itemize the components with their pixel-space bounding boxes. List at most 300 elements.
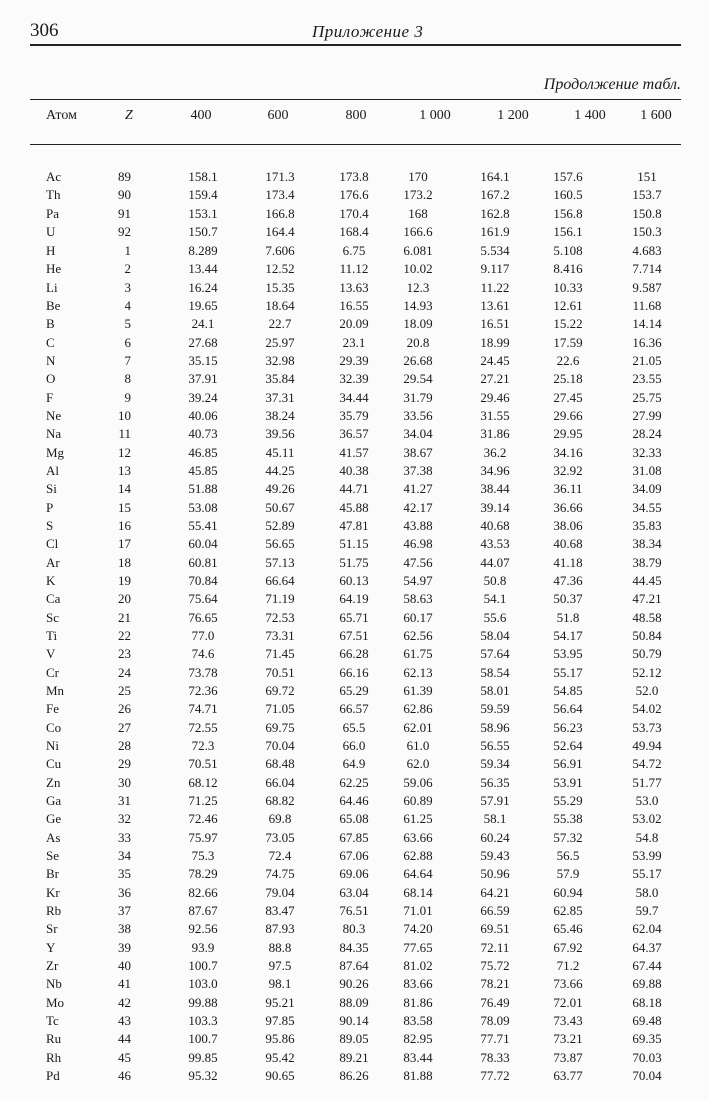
atomic-number: 45: [118, 1049, 131, 1065]
value-cell: 20.09: [339, 316, 369, 332]
atomic-number: 30: [118, 774, 131, 790]
atomic-number: 37: [118, 902, 131, 918]
value-cell: 63.66: [403, 829, 433, 845]
value-cell: 13.61: [480, 298, 510, 313]
table-row: [0, 353, 709, 371]
table-row: [0, 738, 709, 756]
atomic-number: 23: [118, 646, 131, 662]
value-cell: 8.416: [553, 261, 583, 277]
atomic-number: 20: [118, 591, 131, 607]
value-cell: 54.1: [483, 591, 507, 607]
table-continuation-note: Продолжение табл.: [543, 76, 681, 93]
table-row: [0, 518, 709, 536]
value-cell: 38.24: [265, 408, 295, 423]
value-cell: 64.9: [342, 756, 366, 772]
table-row: [0, 1013, 709, 1031]
value-cell: 50.37: [553, 591, 583, 607]
value-cell: 166.6: [403, 224, 433, 239]
value-cell: 81.86: [403, 994, 433, 1010]
value-cell: 83.44: [403, 1049, 433, 1065]
atom-symbol: Sc: [46, 609, 59, 625]
value-cell: 60.81: [188, 554, 218, 570]
value-cell: 166.8: [265, 205, 295, 221]
value-cell: 28.24: [632, 426, 662, 442]
value-cell: 59.7: [635, 902, 659, 918]
value-cell: 58.04: [480, 627, 510, 643]
value-cell: 65.5: [342, 719, 366, 735]
table-row: [0, 976, 709, 994]
table-row: [0, 921, 709, 939]
value-cell: 29.39: [339, 353, 369, 368]
value-cell: 34.44: [339, 389, 369, 405]
value-cell: 153.1: [188, 205, 218, 221]
value-cell: 60.94: [553, 884, 583, 900]
value-cell: 87.64: [339, 957, 369, 973]
value-cell: 76.65: [188, 609, 218, 625]
table-row: [0, 463, 709, 481]
value-cell: 64.37: [632, 939, 662, 955]
value-cell: 57.32: [553, 829, 583, 845]
atomic-number: 33: [118, 829, 131, 845]
value-cell: 77.72: [480, 1067, 510, 1083]
value-cell: 97.5: [268, 957, 292, 973]
atom-symbol: Y: [46, 939, 56, 955]
value-cell: 51.75: [339, 554, 369, 570]
value-cell: 44.45: [632, 572, 662, 588]
value-cell: 16.55: [339, 298, 369, 313]
table-row: [0, 500, 709, 518]
value-cell: 170.4: [339, 205, 369, 221]
table-row: [0, 224, 709, 242]
atomic-number: 32: [118, 811, 131, 827]
table-row: [0, 995, 709, 1013]
atom-symbol: H: [46, 243, 56, 258]
value-cell: 56.23: [553, 719, 583, 735]
value-cell: 11.68: [632, 298, 662, 313]
column-header-400: 400: [190, 108, 212, 123]
value-cell: 42.17: [403, 499, 433, 515]
value-cell: 43.53: [480, 536, 510, 552]
value-cell: 150.3: [632, 224, 662, 239]
value-cell: 39.56: [265, 426, 295, 442]
value-cell: 25.75: [632, 389, 662, 405]
atom-symbol: Ar: [46, 554, 60, 570]
value-cell: 78.21: [480, 976, 510, 992]
atom-symbol: Ne: [46, 408, 62, 423]
value-cell: 57.91: [480, 792, 510, 808]
table-row: [0, 408, 709, 426]
table-row: [0, 280, 709, 298]
value-cell: 69.88: [632, 976, 662, 992]
value-cell: 176.6: [339, 187, 369, 203]
table-row: [0, 426, 709, 444]
value-cell: 33.56: [403, 408, 433, 423]
column-header-atom: Атом: [46, 108, 77, 123]
value-cell: 27.99: [632, 408, 662, 423]
atomic-number: 18: [118, 554, 131, 570]
value-cell: 88.09: [339, 994, 369, 1010]
column-header-1000: 1 000: [419, 108, 451, 123]
value-cell: 40.73: [188, 426, 218, 442]
value-cell: 74.6: [191, 646, 215, 662]
value-cell: 98.1: [268, 976, 292, 992]
atom-symbol: Ac: [46, 169, 62, 184]
atomic-number: 6: [124, 334, 131, 350]
atom-symbol: Ti: [46, 627, 58, 643]
value-cell: 97.85: [265, 1012, 295, 1028]
value-cell: 53.99: [632, 847, 662, 863]
value-cell: 71.2: [556, 957, 580, 973]
value-cell: 68.12: [188, 774, 218, 790]
value-cell: 58.0: [635, 884, 659, 900]
atomic-number: 3: [124, 279, 131, 295]
value-cell: 156.1: [553, 224, 583, 239]
value-cell: 70.51: [188, 756, 218, 772]
value-cell: 38.67: [403, 444, 433, 460]
value-cell: 65.71: [339, 609, 369, 625]
value-cell: 41.57: [339, 444, 369, 460]
value-cell: 6.75: [342, 243, 366, 258]
atomic-number: 35: [118, 866, 131, 882]
atomic-number: 25: [118, 682, 131, 698]
value-cell: 70.03: [632, 1049, 662, 1065]
value-cell: 103.3: [188, 1012, 218, 1028]
atom-symbol: Ge: [46, 811, 62, 827]
value-cell: 92.56: [188, 921, 218, 937]
atom-symbol: Sr: [46, 921, 58, 937]
table-row: [0, 243, 709, 261]
atom-symbol: Mg: [46, 444, 65, 460]
value-cell: 73.31: [265, 627, 295, 643]
value-cell: 43.88: [403, 518, 433, 533]
value-cell: 75.72: [480, 957, 510, 973]
atomic-number: 8: [124, 371, 131, 387]
value-cell: 64.19: [339, 591, 369, 607]
value-cell: 68.48: [265, 756, 295, 772]
value-cell: 167.2: [480, 187, 510, 203]
value-cell: 39.24: [188, 389, 218, 405]
value-cell: 45.85: [188, 463, 218, 478]
page-number: 306: [30, 20, 59, 41]
value-cell: 11.22: [480, 279, 510, 295]
value-cell: 64.64: [403, 866, 433, 882]
value-cell: 63.77: [553, 1067, 583, 1083]
value-cell: 74.75: [265, 866, 295, 882]
atomic-number: 19: [118, 572, 131, 588]
table-header-rule: [30, 99, 681, 100]
value-cell: 58.1: [483, 811, 507, 827]
value-cell: 50.84: [632, 627, 662, 643]
atom-symbol: O: [46, 371, 56, 387]
value-cell: 164.1: [480, 169, 510, 184]
value-cell: 160.5: [553, 187, 583, 203]
table-row: [0, 903, 709, 921]
value-cell: 36.57: [339, 426, 369, 442]
atom-symbol: P: [46, 499, 54, 515]
column-header-z: Z: [125, 108, 133, 123]
atom-symbol: Rh: [46, 1049, 62, 1065]
value-cell: 31.55: [480, 408, 510, 423]
table-row: [0, 390, 709, 408]
value-cell: 89.21: [339, 1049, 369, 1065]
value-cell: 39.14: [480, 499, 510, 515]
value-cell: 164.4: [265, 224, 295, 239]
value-cell: 78.29: [188, 866, 218, 882]
column-header-1200: 1 200: [497, 108, 529, 123]
atom-symbol: Zr: [46, 957, 59, 973]
value-cell: 35.84: [265, 371, 295, 387]
value-cell: 6.081: [403, 243, 433, 258]
value-cell: 62.04: [632, 921, 662, 937]
atomic-number: 2: [124, 261, 131, 277]
atomic-number: 91: [118, 205, 131, 221]
value-cell: 61.39: [403, 682, 433, 698]
value-cell: 68.82: [265, 792, 295, 808]
value-cell: 73.78: [188, 664, 218, 680]
value-cell: 72.46: [188, 811, 218, 827]
value-cell: 56.65: [265, 536, 295, 552]
value-cell: 58.63: [403, 591, 433, 607]
atomic-number: 43: [118, 1012, 131, 1028]
value-cell: 34.55: [632, 499, 662, 515]
value-cell: 72.4: [268, 847, 292, 863]
value-cell: 24.1: [191, 316, 215, 332]
atom-symbol: Br: [46, 866, 59, 882]
value-cell: 31.79: [403, 389, 433, 405]
atom-symbol: U: [46, 224, 56, 239]
value-cell: 65.08: [339, 811, 369, 827]
value-cell: 35.83: [632, 518, 662, 533]
table-row: [0, 885, 709, 903]
value-cell: 16.36: [632, 334, 662, 350]
value-cell: 56.91: [553, 756, 583, 772]
value-cell: 45.11: [265, 444, 295, 460]
value-cell: 88.8: [268, 939, 292, 955]
value-cell: 48.58: [632, 609, 662, 625]
table-row: [0, 940, 709, 958]
value-cell: 75.3: [191, 847, 215, 863]
atomic-number: 11: [118, 426, 131, 442]
value-cell: 19.65: [188, 298, 218, 313]
value-cell: 171.3: [265, 169, 295, 184]
value-cell: 34.16: [553, 444, 583, 460]
value-cell: 31.08: [632, 463, 662, 478]
atom-symbol: Cr: [46, 664, 59, 680]
value-cell: 77.0: [191, 627, 215, 643]
value-cell: 66.28: [339, 646, 369, 662]
value-cell: 37.91: [188, 371, 218, 387]
value-cell: 12.61: [553, 298, 583, 313]
atomic-number: 4: [124, 298, 131, 313]
table-row: [0, 316, 709, 334]
value-cell: 59.06: [403, 774, 433, 790]
atom-symbol: S: [46, 518, 54, 533]
atom-symbol: Ga: [46, 792, 62, 808]
value-cell: 70.04: [265, 737, 295, 753]
value-cell: 47.36: [553, 572, 583, 588]
value-cell: 16.24: [188, 279, 218, 295]
value-cell: 80.3: [342, 921, 366, 937]
table-row: [0, 371, 709, 389]
value-cell: 24.45: [480, 353, 510, 368]
value-cell: 25.18: [553, 371, 583, 387]
value-cell: 78.33: [480, 1049, 510, 1065]
value-cell: 99.88: [188, 994, 218, 1010]
value-cell: 61.75: [403, 646, 433, 662]
value-cell: 62.13: [403, 664, 433, 680]
value-cell: 161.9: [480, 224, 510, 239]
value-cell: 50.96: [480, 866, 510, 882]
value-cell: 73.43: [553, 1012, 583, 1028]
atomic-number: 13: [118, 463, 131, 478]
value-cell: 14.14: [632, 316, 662, 332]
value-cell: 71.45: [265, 646, 295, 662]
table-row: [0, 701, 709, 719]
atomic-number: 24: [118, 664, 131, 680]
atomic-number: 14: [118, 481, 131, 497]
atom-symbol: Mn: [46, 682, 65, 698]
value-cell: 54.02: [632, 701, 662, 717]
atom-symbol: Cu: [46, 756, 62, 772]
value-cell: 56.64: [553, 701, 583, 717]
value-cell: 32.98: [265, 353, 295, 368]
value-cell: 59.43: [480, 847, 510, 863]
table-row: [0, 445, 709, 463]
value-cell: 173.8: [339, 169, 369, 184]
value-cell: 10.02: [403, 261, 433, 277]
value-cell: 100.7: [188, 1031, 218, 1047]
atomic-number: 42: [118, 994, 131, 1010]
value-cell: 10.33: [553, 279, 583, 295]
value-cell: 34.04: [403, 426, 433, 442]
value-cell: 60.17: [403, 609, 433, 625]
value-cell: 13.63: [339, 279, 369, 295]
value-cell: 34.09: [632, 481, 662, 497]
atom-symbol: V: [46, 646, 56, 662]
value-cell: 14.93: [403, 298, 433, 313]
value-cell: 87.93: [265, 921, 295, 937]
value-cell: 93.9: [191, 939, 215, 955]
value-cell: 27.21: [480, 371, 510, 387]
value-cell: 157.6: [553, 169, 583, 184]
value-cell: 38.79: [632, 554, 662, 570]
value-cell: 37.31: [265, 389, 295, 405]
value-cell: 20.8: [406, 334, 430, 350]
table-row: [0, 848, 709, 866]
column-header-600: 600: [267, 108, 289, 123]
value-cell: 81.88: [403, 1067, 433, 1083]
value-cell: 65.46: [553, 921, 583, 937]
atom-symbol: Ni: [46, 737, 59, 753]
atom-symbol: F: [46, 389, 54, 405]
value-cell: 87.67: [188, 902, 218, 918]
value-cell: 8.289: [188, 243, 218, 258]
value-cell: 78.09: [480, 1012, 510, 1028]
value-cell: 18.64: [265, 298, 295, 313]
value-cell: 55.6: [483, 609, 507, 625]
atom-symbol: K: [46, 572, 56, 588]
value-cell: 26.68: [403, 353, 433, 368]
value-cell: 68.14: [403, 884, 433, 900]
top-rule: [30, 44, 681, 46]
value-cell: 50.79: [632, 646, 662, 662]
atom-symbol: Kr: [46, 884, 60, 900]
value-cell: 70.04: [632, 1067, 662, 1083]
atomic-number: 10: [118, 408, 131, 423]
value-cell: 57.64: [480, 646, 510, 662]
value-cell: 62.0: [406, 756, 430, 772]
value-cell: 44.25: [265, 463, 295, 478]
value-cell: 150.8: [632, 205, 662, 221]
value-cell: 69.48: [632, 1012, 662, 1028]
value-cell: 67.92: [553, 939, 583, 955]
table-row: [0, 793, 709, 811]
value-cell: 53.0: [635, 792, 659, 808]
value-cell: 38.06: [553, 518, 583, 533]
value-cell: 73.21: [553, 1031, 583, 1047]
atomic-number: 9: [124, 389, 131, 405]
value-cell: 99.85: [188, 1049, 218, 1065]
atom-symbol: Cl: [46, 536, 59, 552]
table-row: [0, 628, 709, 646]
value-cell: 69.35: [632, 1031, 662, 1047]
atomic-number: 36: [118, 884, 131, 900]
value-cell: 173.4: [265, 187, 295, 203]
value-cell: 50.67: [265, 499, 295, 515]
value-cell: 76.49: [480, 994, 510, 1010]
value-cell: 50.8: [483, 572, 507, 588]
value-cell: 51.77: [632, 774, 662, 790]
value-cell: 46.98: [403, 536, 433, 552]
value-cell: 31.86: [480, 426, 510, 442]
value-cell: 77.71: [480, 1031, 510, 1047]
value-cell: 52.89: [265, 518, 295, 533]
table-row: [0, 811, 709, 829]
value-cell: 74.71: [188, 701, 218, 717]
value-cell: 86.26: [339, 1067, 369, 1083]
value-cell: 11.12: [339, 261, 369, 277]
value-cell: 36.2: [483, 444, 507, 460]
value-cell: 75.97: [188, 829, 218, 845]
value-cell: 59.34: [480, 756, 510, 772]
table-row: [0, 720, 709, 738]
value-cell: 44.71: [339, 481, 369, 497]
value-cell: 103.0: [188, 976, 218, 992]
value-cell: 90.65: [265, 1067, 295, 1083]
value-cell: 49.26: [265, 481, 295, 497]
value-cell: 22.6: [556, 353, 580, 368]
table-row: [0, 536, 709, 554]
value-cell: 67.85: [339, 829, 369, 845]
value-cell: 72.55: [188, 719, 218, 735]
value-cell: 60.04: [188, 536, 218, 552]
value-cell: 55.17: [553, 664, 583, 680]
value-cell: 77.65: [403, 939, 433, 955]
atomic-number: 15: [118, 499, 131, 515]
value-cell: 53.08: [188, 499, 218, 515]
value-cell: 59.59: [480, 701, 510, 717]
atom-symbol: C: [46, 334, 55, 350]
value-cell: 72.53: [265, 609, 295, 625]
atom-symbol: He: [46, 261, 62, 277]
table-row: [0, 775, 709, 793]
value-cell: 29.95: [553, 426, 583, 442]
atomic-number: 28: [118, 737, 131, 753]
value-cell: 29.46: [480, 389, 510, 405]
value-cell: 81.02: [403, 957, 433, 973]
value-cell: 58.96: [480, 719, 510, 735]
value-cell: 54.8: [635, 829, 659, 845]
